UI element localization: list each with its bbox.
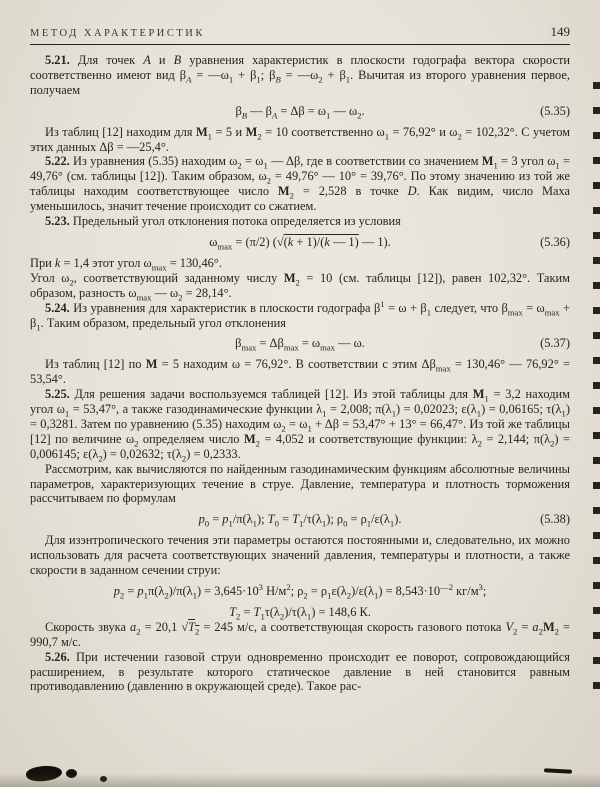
paragraph-angle-omega2: Угол $\omega_2$, соответствующий заданному числу $M_2 = 10$ (см. таблицы [12]), равен 102,32°. Таким образом, разность $\omega_{max}$ — $\omega_2 = 28,14^\circ$. [30,270,570,303]
paragraph-sound-speed: Скорость звука $a_2 = 20,1$ $√T_2 = 245$ м/с, а соответствующая скорость газового потока $V_2 = a_2M_2 = 990,7$ м/с. [30,619,571,649]
header-rule [30,44,570,45]
scan-artifact-bottom-shadow [0,773,600,787]
paragraph-5-25: 5.25. Для решения задачи воспользуемся таблицей [12]. Из этой таблицы для $M_1 = 3,2$ находим угол $\omega_1 = 53,47^\circ$, а также газодинамические функции $\lambda_1 = 2,008$; $\pi(\lambda_1) = 0,02023$; $\varepsilon(\lambda_1) = 0,06165$; $\tau(\lambda_1) = 0,3281$. Затем по уравнению (5.35) находим $\omega_2 = \omega_1 + \Delta\beta = 53,47^\circ + 13^\circ = 66,47^\circ$. Из той же таблицы [12] по величине $\omega_2$ определяем число $M_2 = 4,052$ и соответствующие функции: $\lambda_2 = 2,144$; $\pi(\lambda_2) = 0,006145$; $\varepsilon(\lambda_2) = 0,02632$; $\tau(\lambda_2) = 0,2333$. [30,387,571,464]
paragraph-isentropic: Для изэнтропического течения эти параметры остаются постоянными и, следовательно, их можно использовать для расчета соответствующих значений давления, температуры и плотности, а также скорости в заданном сечении струи: [30,533,570,578]
equation-5-36 [30,235,570,250]
equation-body: $T_2 = T_1\tau(\lambda_2)/\tau(\lambda_1) = 148,6$ К. [229,604,371,622]
page-number: 149 [550,24,570,39]
equation-body: $\beta_{max} = \Delta\beta_{max} = \omega_{max}$ — ω. [235,336,365,353]
paragraph-5-21: 5.21. Для точек А и В уравнения характеристик в плоскости годографа вектора скорости соответственно имеют вид $\beta_A$ = $—\omega_1 + \beta_1$; $\beta_B$ = $—\omega_2 + \beta_1$. Вычитая из второго уравнения первое, получаем [30,53,570,97]
page-body [30,53,570,694]
equation-body: $p_2 = p_1\pi(\lambda_2)/\pi(\lambda_1) = 3,645\cdot 10^3$ $Н/м^2$; $\rho_2 = \rho_1\varepsilon(\lambda_2)/\varepsilon(\lambda_1) = 8,543\cdot 10^{—2}$ $кг/м^3$; [113,581,487,601]
paragraph-tables-521: Из таблиц [12] находим для $M_1 = 5$ и $M_2 = 10$ соответственно $\omega_1 = 76,92^\circ$ и $\omega_2 = 102,32^\circ$. С учетом этих данных Δβ = —25,4°. [30,124,570,154]
equation-number: (5.36) [540,234,570,249]
equation-body: $p_0 = p_1/\pi(\lambda_1)$; $T_0 = T_1/\tau(\lambda_1)$; $\rho_0 = \rho_1/\varepsilon(\lambda_1)$. [198,512,402,529]
equation-number: (5.37) [540,336,570,351]
page-header [30,24,570,40]
paragraph-5-26: 5.26. При истечении газовой струи одновременно происходит ее поворот, сопровождающийся расширением, в результате которого статическое давление в ней становится равным противодавлению (давлению в окружающей среде). Такое рас- [30,649,570,694]
scan-artifact-edge-marks [593,82,600,694]
equation-number: (5.38) [540,512,570,527]
paragraph-consider: Рассмотрим, как вычисляются по найденным газодинамическим функциям абсолютные величины параметров, характеризующих течение в струе. Давление, температура и плотность торможения рассчитываем по формулам [30,461,570,506]
equation-5-37 [30,336,570,351]
equation-number: (5.35) [540,103,570,118]
paragraph-k14: При k = 1,4 этот угол $\omega_{max} = 130,46^\circ$. [30,255,222,273]
equation-body: $\omega_{max} = (\pi/2) (√(k + 1)/(k$ — 1) — 1). [209,234,391,252]
equation-body: $\beta_B$ — $\beta_A = \Delta\beta = \omega_1$ — $\omega_2$. [235,103,365,121]
equation-values-line1 [30,581,570,601]
paragraph-tables-524: Из таблиц [12] по M = 5 находим ω = 76,92°. В соответствии с этим $\Delta\beta_{max} = 130,46^\circ$ — 76,92° = 53,54°. [30,357,570,387]
equation-5-35 [30,104,570,119]
equation-5-38 [30,512,570,527]
paragraph-5-22: 5.22. Из уравнения (5.35) находим $\omega_2 = \omega_1$ — Δβ, где в соответствии со значением $M_1 = 3$ угол $\omega_1 = 49,76^\circ$ (см. таблицы [12]). Таким образом, $\omega_2 = 49,76^\circ$ — 10° = 39,76°. По этому значению из той же таблицы находим соответствующее число $M_2 = 2,528$ в точке D. Как видим, число Маха уменьшилось, значит течение происходит со сжатием. [30,154,571,214]
paragraph-5-24: 5.24. Из уравнения для характеристик в плоскости годографа $\beta^1 = \omega + \beta_1$ следует, что $\beta_{max} = \omega_{max} + \beta_1$. Таким образом, предельный угол отклонения [30,298,570,332]
equation-values-line2 [30,605,570,620]
paragraph-5-23: 5.23. Предельный угол отклонения потока определяется из условия [45,214,401,229]
running-title: МЕТОД ХАРАКТЕРИСТИК [30,28,205,39]
